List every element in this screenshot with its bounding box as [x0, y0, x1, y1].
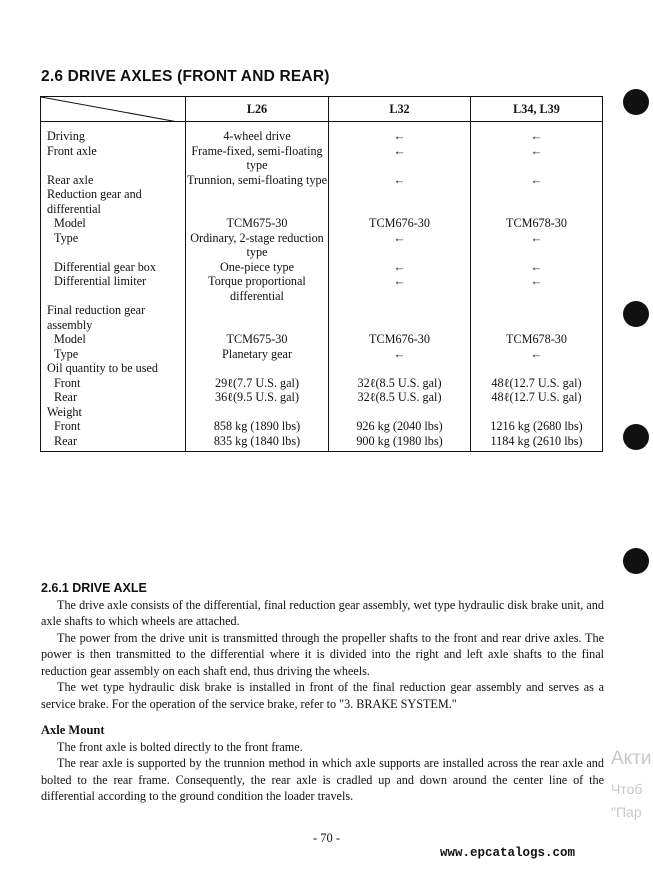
row-label: Oil quantity to be used — [41, 361, 186, 376]
spec-table-body — [41, 122, 603, 452]
table-row — [41, 144, 603, 173]
row-value: 29ℓ(7.7 U.S. gal) — [186, 376, 329, 391]
row-value: ← — [471, 274, 603, 303]
row-value: ← — [329, 347, 471, 362]
table-row — [41, 405, 603, 420]
row-value: Torque proportional differential — [186, 274, 329, 303]
row-value: ← — [329, 274, 471, 303]
row-value: 1184 kg (2610 lbs) — [471, 434, 603, 452]
row-value: Trunnion, semi-floating type — [186, 172, 328, 187]
row-value — [186, 361, 329, 376]
page-number: - 70 - — [312, 831, 341, 845]
row-value: ← — [471, 144, 603, 173]
table-row — [41, 303, 603, 332]
table-row — [41, 376, 603, 391]
row-label: Rear — [41, 390, 186, 405]
page-title: 2.6 DRIVE AXLES (FRONT AND REAR) — [41, 68, 330, 85]
row-value — [329, 361, 471, 376]
row-label: Front — [41, 419, 186, 434]
paragraph: The wet type hydraulic disk brake is installed in front of the final reduction gear assembly and serves as a service brake. For the operation of the service brake, refer to "3. BRAKE SYSTEM." — [41, 680, 604, 711]
row-value: ← — [471, 260, 603, 275]
row-value — [186, 405, 329, 420]
row-value: 858 kg (1890 lbs) — [186, 419, 329, 434]
watermark-line: Чтоб — [611, 781, 643, 797]
row-value — [471, 303, 603, 332]
row-value — [329, 405, 471, 420]
table-row — [41, 361, 603, 376]
row-value: Frame-fixed, semi-floating type — [186, 144, 329, 173]
row-value: Ordinary, 2-stage reduction type — [186, 231, 329, 260]
axle-mount-title: Axle Mount — [41, 723, 105, 737]
site-url: www.epcatalogs.com — [440, 846, 576, 860]
row-value — [329, 187, 471, 216]
row-value: 1216 kg (2680 lbs) — [471, 419, 603, 434]
table-row — [41, 122, 603, 144]
row-value: ← — [329, 260, 471, 275]
table-row — [41, 187, 603, 216]
row-value: ← — [329, 231, 471, 260]
row-value: Planetary gear — [186, 347, 329, 362]
row-value: TCM675-30 — [186, 216, 329, 231]
diagonal-line — [41, 97, 178, 122]
row-value: One-piece type — [186, 260, 329, 275]
row-label: Front — [41, 376, 186, 391]
table-row — [41, 434, 603, 452]
row-value: TCM676-30 — [329, 216, 471, 231]
row-value: 48ℓ(12.7 U.S. gal) — [471, 390, 603, 405]
row-value — [471, 405, 603, 420]
row-value: 4-wheel drive — [186, 122, 329, 144]
row-label: Front axle — [41, 144, 186, 173]
row-value: 900 kg (1980 lbs) — [329, 434, 471, 452]
row-value: TCM678-30 — [471, 332, 603, 347]
header-l34-l39: L34, L39 — [471, 97, 603, 122]
paragraph: The rear axle is supported by the trunnion method in which axle supports are installed across the rear axle and bolted to the rear frame. Consequently, the rear axle is cradled up and down around the center line of the differential according to the ground condition the loader travels. — [41, 756, 604, 803]
binder-hole-icon — [623, 89, 649, 115]
row-value: 926 kg (2040 lbs) — [329, 419, 471, 434]
table-row — [41, 173, 603, 188]
watermark-line: Акти — [611, 748, 652, 769]
section-title: 2.6.1 DRIVE AXLE — [41, 581, 147, 595]
table-row — [41, 347, 603, 362]
table-row — [41, 419, 603, 434]
header-l32: L32 — [329, 97, 471, 122]
row-label: Rear axle — [41, 173, 186, 188]
row-label: Model — [41, 332, 186, 347]
header-corner-cell — [41, 97, 186, 122]
paragraph: The power from the drive unit is transmitted through the propeller shafts to the front and rear drive axles. The power is then transmitted to the differential where it is divided into the right and left axle shafts to the final reduction gear assembly on each shaft end, thus driving the wheels. — [41, 630, 604, 678]
row-label: Differential gear box — [41, 260, 186, 275]
table-row — [41, 274, 603, 303]
row-value: ← — [471, 231, 603, 260]
row-value — [329, 303, 471, 332]
table-row — [41, 231, 603, 260]
paragraph: The front axle is bolted directly to the front frame. — [57, 739, 303, 754]
row-value: 32ℓ(8.5 U.S. gal) — [329, 376, 471, 391]
row-value: TCM675-30 — [186, 332, 329, 347]
row-value: 48ℓ(12.7 U.S. gal) — [471, 376, 603, 391]
header-l26: L26 — [186, 97, 329, 122]
row-value — [186, 187, 329, 216]
row-value: TCM678-30 — [471, 216, 603, 231]
watermark-line: "Пар — [611, 804, 642, 820]
row-value: ← — [329, 144, 471, 173]
row-label: Model — [41, 216, 186, 231]
table-row — [41, 332, 603, 347]
row-label: Driving — [41, 122, 186, 144]
row-value: ← — [329, 122, 471, 144]
row-value: 32ℓ(8.5 U.S. gal) — [329, 390, 471, 405]
paragraph: The drive axle consists of the differential, final reduction gear assembly, wet type hydraulic disk brake unit, and axle shafts to which wheels are attached. — [41, 597, 604, 628]
spec-table — [40, 96, 603, 452]
binder-hole-icon — [623, 424, 649, 450]
drive-axle-section — [41, 580, 604, 805]
binder-hole-icon — [623, 548, 649, 574]
row-value: TCM676-30 — [329, 332, 471, 347]
row-value: 36ℓ(9.5 U.S. gal) — [186, 390, 329, 405]
row-label: Differential limiter — [41, 274, 186, 303]
row-label: Type — [41, 347, 186, 362]
table-row — [41, 260, 603, 275]
row-value: ← — [329, 173, 471, 188]
row-value — [471, 187, 603, 216]
row-label: Weight — [41, 405, 186, 420]
row-label: Type — [41, 231, 186, 260]
row-value: ← — [471, 347, 603, 362]
row-value — [186, 303, 329, 332]
table-header-row — [41, 97, 603, 122]
table-row — [41, 390, 603, 405]
row-value — [471, 361, 603, 376]
row-value: ← — [471, 122, 603, 144]
row-value: ← — [471, 173, 603, 188]
row-value: 835 kg (1840 lbs) — [186, 434, 329, 452]
table-row — [41, 216, 603, 231]
row-label: Reduction gear and differential — [41, 187, 186, 216]
binder-hole-icon — [623, 301, 649, 327]
row-label: Rear — [41, 434, 186, 452]
row-label: Final reduction gear assembly — [41, 303, 186, 332]
